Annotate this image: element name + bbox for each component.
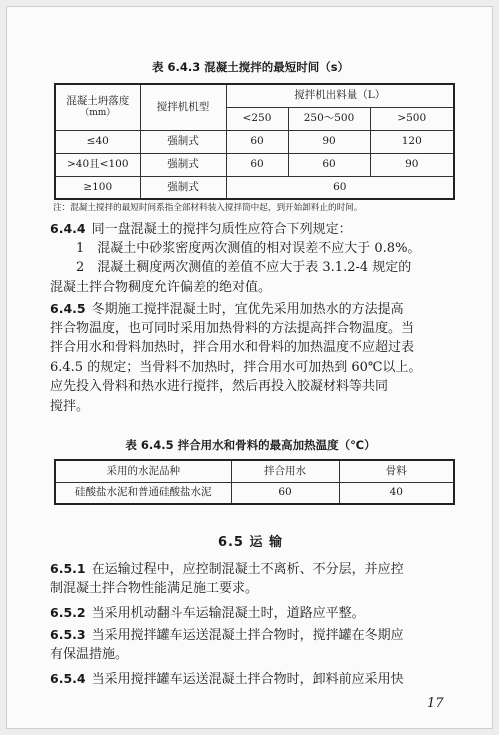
clause-number: 6.5.1 — [50, 561, 86, 576]
header-slump-unit: （mm） — [80, 108, 116, 119]
clause-6-5-1 — [50, 559, 448, 598]
cell: 硅酸盐水泥和普通硅酸盐水泥 — [55, 482, 231, 504]
clause-text: 冬期施工搅拌混凝土时，宜优先采用加热水的方法提高 — [91, 302, 404, 317]
cell: 强制式 — [140, 153, 226, 176]
clause-text: 当采用搅拌罐车运送混凝土拌合物时，搅拌罐在冬期应 — [91, 628, 404, 643]
header-volume-mid: 250～500 — [288, 107, 370, 130]
clause-text: 当采用搅拌罐车运送混凝土拌合物时，卸料前应采用快 — [91, 672, 404, 687]
cell: ≥100 — [55, 176, 140, 199]
clause-text: 有保温措施。 — [50, 646, 129, 662]
cell: 强制式 — [140, 130, 226, 153]
table-6-4-3-caption: 表 6.4.3 混凝土搅拌的最短时间（s） — [151, 60, 350, 74]
cell: 60 — [226, 176, 454, 199]
table-6-4-5-caption: 表 6.4.5 拌合用水和骨料的最高加热温度（℃） — [125, 438, 376, 452]
cell: 120 — [370, 130, 454, 153]
clause-text: 在运输过程中，应控制混凝土不离析、不分层，并应控 — [91, 562, 404, 577]
header-mixer-type: 搅拌机机型 — [140, 84, 226, 130]
cell: >40且<100 — [55, 153, 140, 176]
cell: 60 — [226, 153, 288, 176]
cell: 60 — [231, 482, 339, 504]
clause-number: 6.5.4 — [50, 671, 86, 686]
table-row — [55, 176, 454, 199]
clause-6-4-5 — [50, 299, 448, 416]
clause-text: 应先投入骨料和热水进行搅拌，然后再投入胶凝材料等共同 — [50, 379, 389, 394]
header-aggregate: 骨料 — [339, 460, 454, 482]
clause-6-5-2 — [50, 603, 448, 623]
cell: 60 — [226, 130, 288, 153]
cell: 40 — [339, 482, 454, 504]
cell: 90 — [288, 130, 370, 153]
clause-6-4-4 — [50, 219, 448, 297]
clause-6-5-4 — [50, 669, 448, 689]
clause-text: 2 混凝土稠度两次测值的差值不应大于表 3.1.2-4 规定的 — [76, 260, 412, 275]
table-row — [55, 482, 454, 504]
header-slump — [55, 84, 140, 130]
header-slump-label: 混凝土坍落度 — [66, 95, 130, 108]
clause-text: 拌合物温度，也可同时采用加热骨料的方法提高拌合物温度。当 — [50, 320, 415, 336]
clause-text: 同一盘混凝土的搅拌匀质性应符合下列规定： — [91, 222, 352, 237]
section-heading: 6.5 运 输 — [217, 535, 284, 550]
clause-6-5-3 — [50, 625, 448, 664]
table-row — [55, 130, 454, 153]
header-volume-large: >500 — [370, 107, 454, 130]
table-6-4-3 — [54, 83, 455, 200]
header-output-volume: 搅拌机出料量（L） — [226, 84, 454, 107]
clause-number: 6.5.2 — [50, 605, 86, 620]
clause-text: 搅拌。 — [50, 398, 90, 414]
page-number: 17 — [427, 696, 444, 711]
cell: ≤40 — [55, 130, 140, 153]
table-row — [55, 153, 454, 176]
header-volume-small: <250 — [226, 107, 288, 130]
header-mixing-water: 拌合用水 — [231, 460, 339, 482]
cell: 60 — [288, 153, 370, 176]
table-6-4-3-note: 注：混凝土搅拌的最短时间系指全部材料装入搅拌筒中起，到开始卸料止的时间。 — [53, 203, 363, 213]
clause-number: 6.4.5 — [50, 301, 86, 316]
clause-text: 当采用机动翻斗车运输混凝土时，道路应平整。 — [91, 606, 365, 621]
header-cement-type: 采用的水泥品种 — [55, 460, 231, 482]
clause-number: 6.4.4 — [50, 221, 86, 236]
clause-text: 制混凝土拌合物性能满足施工要求。 — [50, 580, 259, 596]
clause-text: 拌合用水和骨料加热时，拌合用水和骨料的加热温度不应超过表 — [50, 340, 415, 355]
cell: 90 — [370, 153, 454, 176]
cell: 强制式 — [140, 176, 226, 199]
clause-text: 1 混凝土中砂浆密度两次测值的相对误差不应大于 0.8%。 — [76, 240, 421, 256]
clause-text: 6.4.5 的规定；当骨料不加热时，拌合用水可加热到 60℃以上。 — [50, 359, 422, 375]
clause-number: 6.5.3 — [50, 627, 86, 642]
table-6-4-5 — [54, 459, 455, 505]
clause-text: 混凝土拌合物稠度允许偏差的绝对值。 — [50, 279, 272, 295]
document-page — [6, 6, 493, 729]
